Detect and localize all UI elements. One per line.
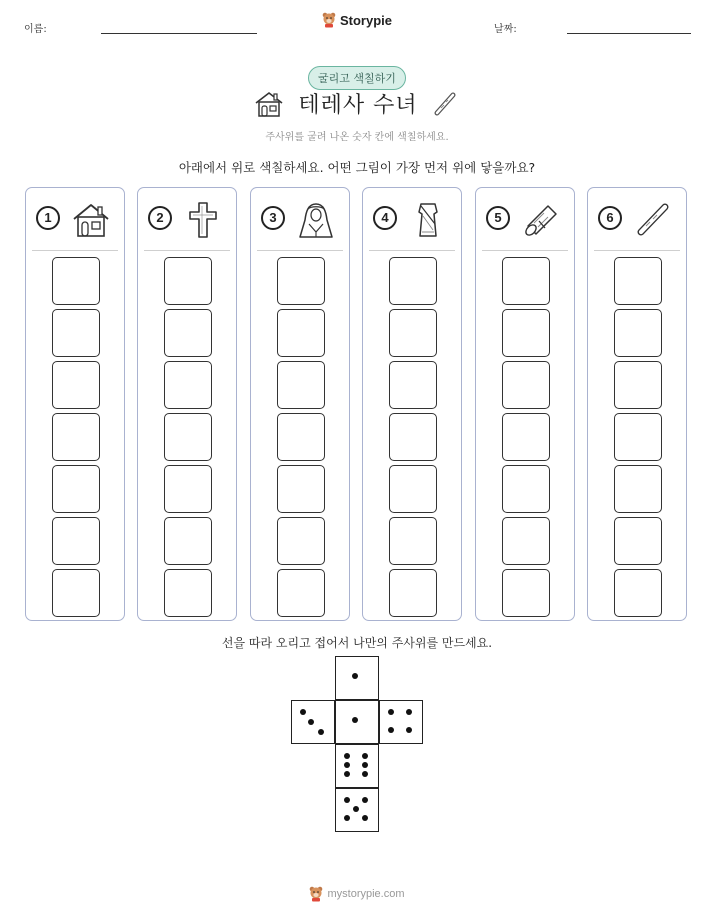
name-line xyxy=(101,33,257,34)
color-box[interactable] xyxy=(164,465,212,513)
scroll-icon xyxy=(522,202,560,238)
bear-logo-icon xyxy=(309,886,323,902)
color-box[interactable] xyxy=(389,569,437,617)
die-face-3 xyxy=(291,700,335,744)
color-box[interactable] xyxy=(52,361,100,409)
column-number: 2 xyxy=(148,206,172,230)
color-box[interactable] xyxy=(389,309,437,357)
title-row xyxy=(0,88,714,119)
die-face-4 xyxy=(379,700,423,744)
color-box[interactable] xyxy=(164,517,212,565)
color-box[interactable] xyxy=(277,517,325,565)
color-box[interactable] xyxy=(502,517,550,565)
color-box[interactable] xyxy=(389,257,437,305)
color-box[interactable] xyxy=(52,257,100,305)
column-1 xyxy=(25,187,125,621)
color-box[interactable] xyxy=(502,309,550,357)
color-box[interactable] xyxy=(277,465,325,513)
activity-badge-label: 굴리고 색칠하기 xyxy=(308,66,406,90)
column-number: 5 xyxy=(486,206,510,230)
color-box[interactable] xyxy=(164,569,212,617)
color-box[interactable] xyxy=(502,465,550,513)
die-face-5 xyxy=(335,788,379,832)
color-box[interactable] xyxy=(277,309,325,357)
color-box[interactable] xyxy=(502,413,550,461)
color-box[interactable] xyxy=(389,413,437,461)
color-box[interactable] xyxy=(277,413,325,461)
color-box[interactable] xyxy=(52,517,100,565)
color-box[interactable] xyxy=(164,309,212,357)
color-box[interactable] xyxy=(614,465,662,513)
column-2 xyxy=(137,187,237,621)
activity-badge xyxy=(0,66,714,90)
color-box[interactable] xyxy=(164,257,212,305)
column-3 xyxy=(250,187,350,621)
color-box[interactable] xyxy=(389,465,437,513)
color-box[interactable] xyxy=(502,569,550,617)
color-box[interactable] xyxy=(614,413,662,461)
brand-name: Storypie xyxy=(339,12,392,28)
bear-logo-icon xyxy=(322,12,336,28)
instruction: 아래에서 위로 색칠하세요. 어떤 그림이 가장 먼저 위에 닿을까요? xyxy=(178,160,536,175)
column-number: 1 xyxy=(36,206,60,230)
stick-icon xyxy=(432,90,460,118)
house-icon xyxy=(254,90,284,118)
nun-icon xyxy=(297,202,335,238)
footer xyxy=(0,886,714,902)
color-box[interactable] xyxy=(614,569,662,617)
color-box[interactable] xyxy=(52,413,100,461)
brand xyxy=(0,12,714,28)
column-4 xyxy=(362,187,462,621)
color-box[interactable] xyxy=(614,361,662,409)
color-box[interactable] xyxy=(277,361,325,409)
date-line xyxy=(567,33,691,34)
die-face-1 xyxy=(335,700,379,744)
die-face-6 xyxy=(335,744,379,788)
sari-icon xyxy=(409,202,447,238)
column-5 xyxy=(475,187,575,621)
cut-instruction: 선을 따라 오리고 접어서 나만의 주사위를 만드세요. xyxy=(221,636,493,650)
color-box[interactable] xyxy=(52,309,100,357)
color-box[interactable] xyxy=(52,569,100,617)
color-box[interactable] xyxy=(502,257,550,305)
color-box[interactable] xyxy=(614,257,662,305)
color-box[interactable] xyxy=(614,517,662,565)
name-label: 이름: xyxy=(24,24,47,35)
house-icon xyxy=(72,202,110,238)
color-box[interactable] xyxy=(389,361,437,409)
date-label: 날짜: xyxy=(494,24,517,35)
footer-url[interactable]: mystorypie.com xyxy=(327,888,405,900)
column-6 xyxy=(587,187,687,621)
color-box[interactable] xyxy=(164,361,212,409)
color-box[interactable] xyxy=(502,361,550,409)
color-box[interactable] xyxy=(52,465,100,513)
color-box[interactable] xyxy=(164,413,212,461)
stick-icon xyxy=(634,202,672,238)
column-number: 6 xyxy=(598,206,622,230)
cross-icon xyxy=(184,202,222,238)
column-number: 4 xyxy=(373,206,397,230)
die-face-1 xyxy=(335,656,379,700)
color-box[interactable] xyxy=(277,257,325,305)
subtitle: 주사위를 굴려 나온 숫자 칸에 색칠하세요. xyxy=(265,132,449,143)
color-box[interactable] xyxy=(277,569,325,617)
color-box[interactable] xyxy=(389,517,437,565)
column-number: 3 xyxy=(261,206,285,230)
page-title: 테레사 수녀 xyxy=(298,93,418,118)
color-box[interactable] xyxy=(614,309,662,357)
